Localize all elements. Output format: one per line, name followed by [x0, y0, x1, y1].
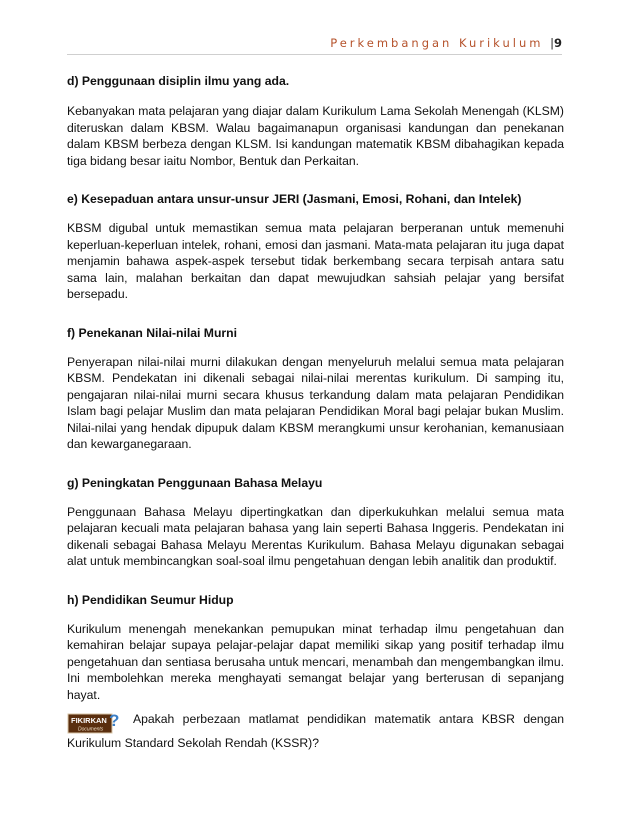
section-f: [67, 325, 564, 453]
think-question: Apakah perbezaan matlamat pendidikan matematik antara KBSR dengan Kurikulum Standard Sekolah Rendah (KSSR)?: [67, 712, 564, 750]
section-heading: e) Kesepaduan antara unsur-unsur JERI (Jasmani, Emosi, Rohani, dan Intelek): [67, 192, 522, 206]
think-box: [67, 711, 564, 752]
running-header: [67, 36, 562, 55]
section-heading: g) Peningkatan Penggunaan Bahasa Melayu: [67, 475, 323, 490]
section-d: [67, 73, 564, 169]
section-body: Kebanyakan mata pelajaran yang diajar dalam Kurikulum Lama Sekolah Menengah (KLSM) diteruskan dalam KBSM. Walau bagaimanapun organisasi kandungan dan penekanan dalam KBSM berbeza dengan KLSM. Isi kandungan matematik KBSM dibahagikan kepada tiga bidang besar iaitu Nombor, Bentuk dan Perkaitan.: [67, 104, 564, 168]
header-separator: |: [550, 36, 554, 50]
section-g: [67, 475, 564, 570]
section-body: KBSM digubal untuk memastikan semua mata pelajaran berperanan untuk memenuhi keperluan-keperluan intelek, rohani, emosi dan jasmani. Mata-mata pelajaran itu juga dapat menjamin bahawa aspek-aspek tersebut tidak berkembang secara terpisah antara satu sama lain, malahan berkaitan dan dapat mewujudkan sahsiah pelajar yang bersifat bersepadu.: [67, 221, 564, 301]
section-body: Kurikulum menengah menekankan pemupukan minat terhadap ilmu pengetahuan dan kemahiran belajar supaya pelajar-pelajar dapat memiliki sikap yang positif terhadap ilmu pengetahuan dan sentiasa berusaha untuk mencari, menambah dan mengembangkan ilmu. Ini membolehkan mereka menghayati semangat belajar yang berterusan di sepanjang hayat.: [67, 621, 564, 702]
section-heading: d) Penggunaan disiplin ilmu yang ada.: [67, 74, 290, 88]
section-e: [67, 191, 564, 303]
running-title: Perkembangan Kurikulum: [330, 36, 544, 50]
badge-question-mark: ?: [109, 711, 120, 730]
section-heading: f) Penekanan Nilai-nilai Murni: [67, 325, 237, 340]
badge-subtitle: Documents: [78, 726, 104, 733]
fikirkan-badge-icon: [67, 711, 121, 735]
badge-title: FIKIRKAN: [71, 716, 107, 725]
section-h: [67, 592, 564, 704]
section-body: Penyerapan nilai-nilai murni dilakukan dengan menyeluruh melalui semua mata pelajaran KBSM. Pendekatan ini dikenali sebagai nilai-nilai merentas kurikulum. Di samping itu, pengajaran nilai-nilai murni secara khusus terkandung dalam mata pelajaran Pendidikan Islam bagi pelajar Muslim dan mata pelajaran Pendidikan Moral bagi pelajar bukan Muslim. Nilai-nilai yang hendak dipupuk dalam KBSM merangkumi unsur kerohanian, kemanusiaan dan kewarganegaraan.: [67, 354, 564, 451]
section-body: Penggunaan Bahasa Melayu dipertingkatkan dan diperkukuhkan melalui semua mata pelajaran kecuali mata pelajaran bahasa yang lain seperti Bahasa Inggeris. Pendekatan ini dikenali sebagai Bahasa Melayu Merentas Kurikulum. Bahasa Melayu digunakan sebagai alat untuk membincangkan soal-soal ilmu pengetahuan dengan lebih analitik dan produktif.: [67, 504, 564, 568]
page-content: [67, 73, 564, 752]
section-heading: h) Pendidikan Seumur Hidup: [67, 592, 234, 607]
page-number: 9: [553, 36, 562, 50]
